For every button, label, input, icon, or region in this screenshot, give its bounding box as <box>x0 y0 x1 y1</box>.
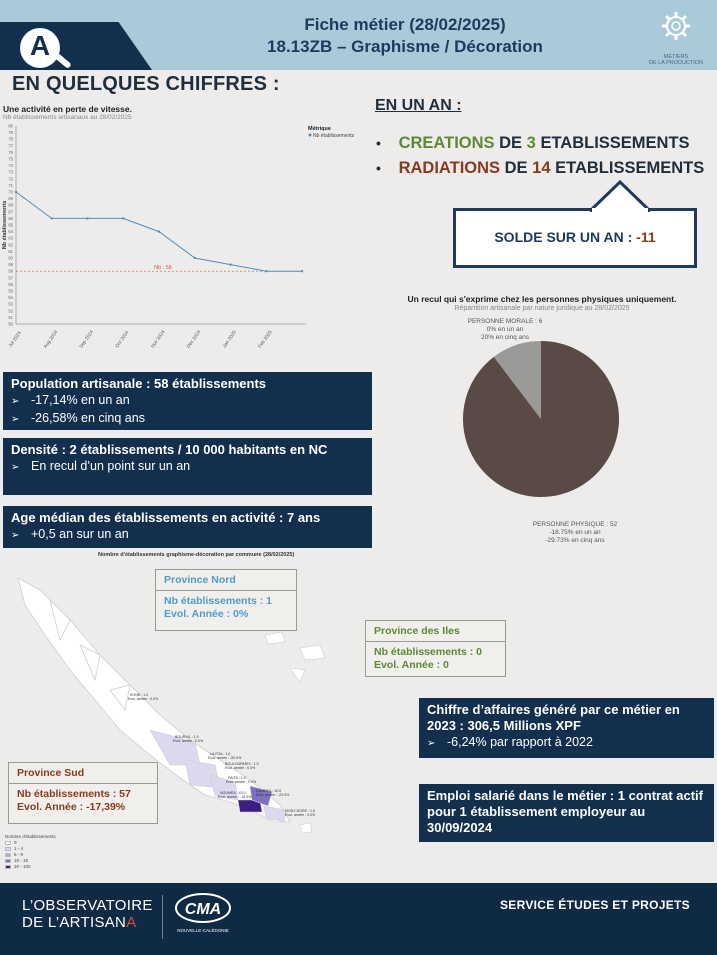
legend-item-label: 1 - 4 <box>14 846 24 851</box>
age-box <box>3 506 372 548</box>
data-point <box>158 230 160 232</box>
population-l2-row <box>11 410 364 428</box>
x-tick-label: Feb 2025 <box>257 329 274 350</box>
y-tick-label: 52 <box>8 308 13 314</box>
y-tick-label: 73 <box>8 169 13 175</box>
commune-lafoa: LA FOA : 1.0 <box>210 752 231 756</box>
densite-head: Densité : 2 établissements / 10 000 habitants en NC <box>11 442 328 457</box>
morale-line1: PERSONNE MORALE : 6 <box>467 318 543 325</box>
y-tick-label: 56 <box>8 281 13 287</box>
densite-l1: En recul d’un point sur un an <box>31 459 191 473</box>
pie-chart-subtitle: Répartition artisanale par nature juridique au 28/02/2025 <box>454 305 630 312</box>
x-tick-label: Dec 2024 <box>186 329 203 350</box>
line-chart-subtitle: Nb établissements artisanaux au 28/02/2025 <box>3 114 132 121</box>
densite-l1-row <box>11 458 364 476</box>
production-badge-label <box>640 54 712 66</box>
commune-kone: KONE : 1.0 <box>130 693 149 697</box>
population-l1-row <box>11 392 364 410</box>
y-tick-label: 77 <box>8 143 13 149</box>
population-head: Population artisanale : 58 établissements <box>11 376 267 391</box>
physique-line3: -29.73% en cinq ans <box>545 537 605 544</box>
bullet: • <box>376 135 381 151</box>
y-tick-label: 80 <box>8 123 13 129</box>
legend-items <box>5 840 56 870</box>
y-tick-label: 76 <box>8 149 13 155</box>
creations-de: DE <box>499 134 523 152</box>
x-tick-label: Jul 2024 <box>8 330 23 349</box>
province-sud-name: Province Sud <box>9 763 157 784</box>
y-tick-label: 75 <box>8 156 13 162</box>
commune-dumbea: DUMBEA : 10.0 <box>256 789 282 793</box>
obs-line2-b: A <box>126 914 137 931</box>
page-title <box>180 14 630 58</box>
commune-paita-evol: Evol. année : 0.0% <box>226 780 257 784</box>
province-nord-name: Province Nord <box>156 570 296 591</box>
legend-item-label: 10 - 19 <box>14 858 29 863</box>
province-iles-l1: Nb établissements : 0 <box>374 646 482 658</box>
cma-caption: NOUVELLE-CALÉDONIE <box>177 928 229 933</box>
y-tick-label: 66 <box>8 215 13 221</box>
province-iles-name: Province des Iles <box>366 621 505 642</box>
morale-line3: 20% en cinq ans <box>480 334 530 341</box>
title-line2: 18.13ZB – Graphisme / Décoration <box>267 37 543 56</box>
creations-num: 3 <box>526 134 536 152</box>
physique-line2: -18.75% en un an <box>549 529 601 536</box>
commune-bourail: BOURAIL : 1.0 <box>175 735 199 739</box>
physique-line1: PERSONNE PHYSIQUE : 52 <box>532 521 618 528</box>
ca-head: Chiffre d’affaires généré par ce métier en 2023 : 306,5 Millions XPF <box>427 702 680 733</box>
obs-line1: L’OBSERVATOIRE <box>22 897 153 914</box>
densite-box <box>3 438 372 495</box>
logo-letter: A <box>29 30 51 61</box>
y-tick-label: 70 <box>8 189 13 195</box>
y-tick-label: 60 <box>8 255 13 261</box>
pie-label-physique <box>505 521 645 545</box>
radiations-item <box>376 159 704 184</box>
y-tick-label: 69 <box>8 196 13 202</box>
commune-bourail-evol: Evol. année : 0.0% <box>173 739 204 743</box>
y-tick-label: 71 <box>8 182 13 188</box>
creations-word: CREATIONS <box>398 134 495 152</box>
radiations-rest: ETABLISSEMENTS <box>555 159 705 177</box>
emploi-box <box>419 784 714 842</box>
obs-line2 <box>22 914 153 931</box>
legend-marker <box>309 134 312 137</box>
y-tick-label: 72 <box>8 176 13 182</box>
commune-noumea: NOUMEA : 43.0 <box>220 791 246 795</box>
bullet: • <box>376 160 381 176</box>
section-title: EN QUELQUES CHIFFRES : <box>12 73 280 95</box>
x-tick-label: Aug 2024 <box>43 329 60 350</box>
y-tick-label: 51 <box>8 314 13 320</box>
cma-letters: CMA <box>184 901 222 918</box>
pie-slice-personne-physique <box>463 341 619 497</box>
data-point <box>15 191 17 193</box>
y-tick-label: 55 <box>8 288 13 294</box>
data-point <box>265 270 267 272</box>
age-l1: +0,5 an sur un an <box>31 527 129 541</box>
solde-text <box>453 229 697 245</box>
solde-value: -11 <box>636 229 656 245</box>
observatoire-wordmark <box>22 897 153 931</box>
commune-kone-evol: Evol. année : 0.0% <box>128 697 159 701</box>
pie-chart <box>460 338 622 500</box>
population-l1: -17,14% en un an <box>31 393 130 407</box>
y-tick-label: 59 <box>8 262 13 268</box>
legend-swatch <box>5 865 11 869</box>
arrow-icon: ➢ <box>11 396 20 407</box>
creations-rest: ETABLISSEMENTS <box>540 134 690 152</box>
data-point <box>194 257 196 259</box>
chiffre-affaires-box <box>419 698 714 758</box>
map-legend <box>5 834 56 870</box>
province-iles-box <box>365 620 506 677</box>
y-tick-label: 79 <box>8 130 13 136</box>
cma-logo <box>174 892 232 936</box>
map-title: Nombre d'établissements graphisme-décoration par commune (28/02/2025) <box>98 552 295 558</box>
year-list <box>376 134 704 184</box>
arrow-icon: ➢ <box>11 462 20 473</box>
legend-swatch <box>5 841 11 845</box>
population-l2: -26,58% en cinq ans <box>31 411 145 425</box>
legend-label: Nb établissements <box>313 133 355 139</box>
x-tick-label: Nov 2024 <box>150 329 167 350</box>
age-l1-row <box>11 526 364 544</box>
emploi-head: Emploi salarié dans le métier : 1 contrat actif pour 1 établissement employeur au 30/09/2024 <box>427 788 703 835</box>
arrow-icon: ➢ <box>11 414 20 425</box>
badge-line1: MÉTIERS <box>663 54 689 60</box>
legend-item <box>5 864 56 870</box>
province-nord-box <box>155 569 297 631</box>
y-tick-label: 65 <box>8 222 13 228</box>
radiations-word: RADIATIONS <box>398 159 501 177</box>
province-sud-l2: Evol. Année : -17,39% <box>17 801 126 813</box>
y-tick-label: 57 <box>8 275 13 281</box>
x-tick-label: Jan 2025 <box>222 330 238 350</box>
legend-swatch <box>5 853 11 857</box>
commune-boulouparis: BOULOUPARIS : 1.0 <box>225 762 259 766</box>
commune-montdore-evol: Evol. année : 0.0% <box>285 813 316 817</box>
radiations-de: DE <box>504 159 528 177</box>
y-tick-label: 64 <box>8 229 13 235</box>
radiations-num: 14 <box>532 159 551 177</box>
data-point <box>301 270 303 272</box>
data-point <box>122 217 124 219</box>
y-tick-label: 62 <box>8 242 13 248</box>
data-point <box>229 263 231 265</box>
x-tick-label: Sep 2024 <box>79 329 96 350</box>
title-line1: Fiche métier (28/02/2025) <box>304 15 506 34</box>
legend-title: Nombre d'établissements <box>5 834 56 839</box>
province-sud-l1: Nb établissements : 57 <box>17 788 131 800</box>
year-title: EN UN AN : <box>375 97 462 114</box>
footer-divider <box>162 895 163 939</box>
commune-montdore: MONT-DORE : 1.0 <box>285 809 315 813</box>
commune-boulouparis-evol: Evol. année : 0.0% <box>225 766 256 770</box>
population-box <box>3 372 372 430</box>
y-tick-label: 54 <box>8 295 13 301</box>
line-chart-title: Une activité en perte de vitesse. <box>3 104 132 114</box>
province-iles-l2: Evol. Année : 0 <box>374 659 449 671</box>
legend-swatch <box>5 859 11 863</box>
service-label: SERVICE ÉTUDES ET PROJETS <box>500 898 690 912</box>
arrow-icon: ➢ <box>427 738 436 749</box>
y-tick-label: 68 <box>8 202 13 208</box>
pie-chart-title: Un recul qui s'exprime chez les personnes physiques uniquement. <box>407 294 677 304</box>
y-tick-label: 63 <box>8 235 13 241</box>
province-nord-l1: Nb établissements : 1 <box>164 595 272 607</box>
y-tick-label: 58 <box>8 268 13 274</box>
ca-l1-row <box>427 734 706 752</box>
y-tick-label: 74 <box>8 163 13 169</box>
y-tick-label: 53 <box>8 301 13 307</box>
badge-line2: DE LA PRODUCTION <box>648 60 704 66</box>
data-point <box>86 217 88 219</box>
solde-label: SOLDE SUR UN AN : <box>494 229 633 245</box>
y-tick-label: 50 <box>8 321 13 327</box>
arrow-icon: ➢ <box>11 530 20 541</box>
legend-item-label: 20 - 100 <box>14 864 31 869</box>
province-nord-l2: Evol. Année : 0% <box>164 608 249 620</box>
y-axis-title: Nb établissements <box>2 200 8 250</box>
y-tick-label: 61 <box>8 248 13 254</box>
commune-dumbea-evol: Evol. année : -23.0% <box>256 793 290 797</box>
ca-l1: -6,24% par rapport à 2022 <box>447 735 593 749</box>
legend-swatch <box>5 847 11 851</box>
reference-line-label: Nb : 58 <box>154 265 172 272</box>
legend-title: Métrique <box>308 126 331 132</box>
solde-callout-notch <box>590 180 650 212</box>
gear-icon <box>660 10 692 42</box>
commune-noumea-evol: Evol. année : -15.0% <box>218 795 252 799</box>
line-chart <box>0 122 372 362</box>
age-head: Age médian des établissements en activité : 7 ans <box>11 510 321 525</box>
legend-item-label: 5 - 9 <box>14 852 24 857</box>
commune-lafoa-evol: Evol. année : -50.0% <box>208 756 242 760</box>
morale-line2: 0% en un an <box>486 326 524 333</box>
commune-paita: PAITA : 1.0 <box>228 776 246 780</box>
creations-item <box>376 134 704 159</box>
legend-item-label: 0 <box>14 840 17 845</box>
x-tick-label: Oct 2024 <box>115 330 131 350</box>
data-point <box>51 217 53 219</box>
province-sud-box <box>8 762 158 824</box>
y-tick-label: 78 <box>8 136 13 142</box>
obs-line2-a: DE L’ARTISAN <box>22 914 127 931</box>
y-tick-label: 67 <box>8 209 13 215</box>
